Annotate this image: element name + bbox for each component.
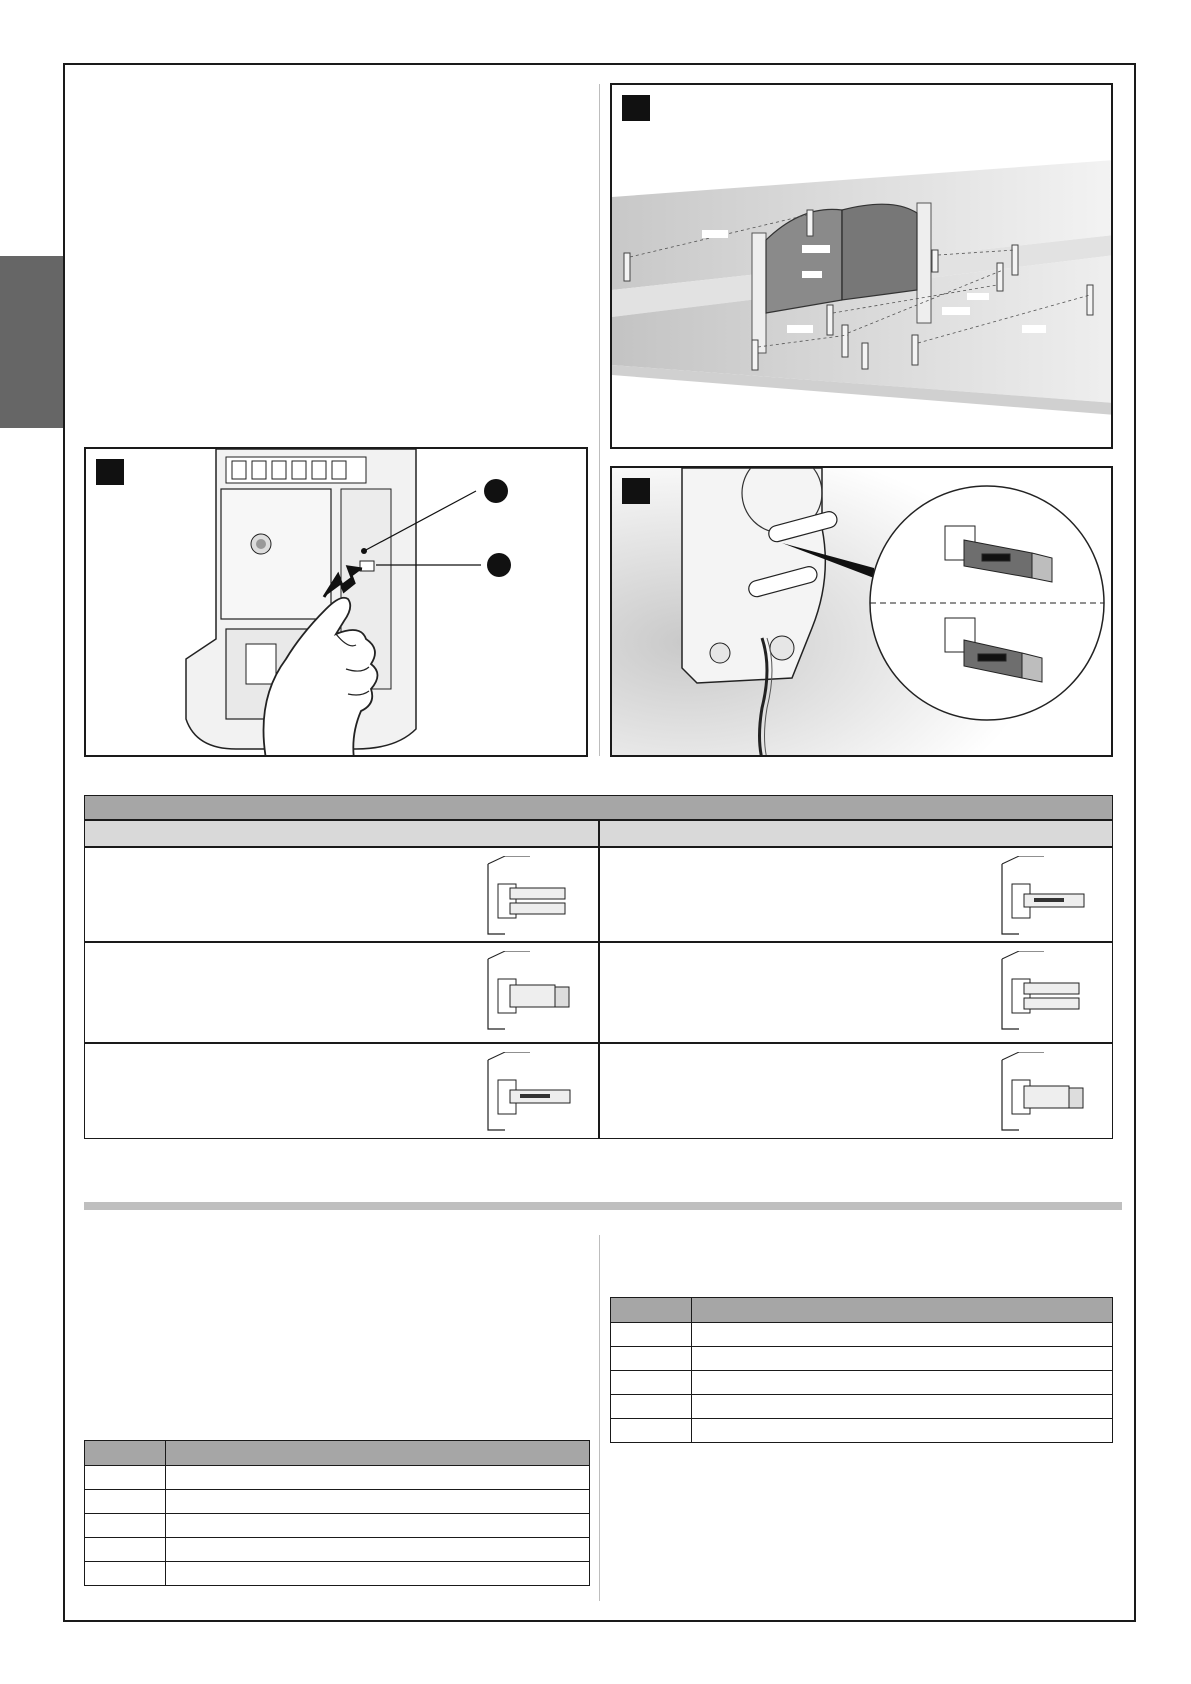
table-cell [85, 1514, 166, 1538]
swing-gate-photocell-layout-illustration [612, 85, 1113, 449]
figure-number-badge [96, 459, 124, 485]
table-cell [85, 1466, 166, 1490]
table-cell [692, 1347, 1113, 1371]
jumper-position-icon [984, 1052, 1104, 1132]
table-cell [692, 1323, 1113, 1347]
table-row [611, 1347, 1113, 1371]
table-cell [166, 1538, 590, 1562]
table-row [611, 1323, 1113, 1347]
table-cell [611, 1298, 692, 1323]
table-row [85, 1562, 590, 1586]
figure-control-unit [84, 447, 588, 757]
table-cell [611, 1395, 692, 1419]
table-cell [692, 1419, 1113, 1443]
table-cell [166, 1562, 590, 1586]
jumper-position-icon [984, 856, 1104, 936]
table-cell [166, 1514, 590, 1538]
table-cell [692, 1298, 1113, 1323]
table-header-row [611, 1298, 1113, 1323]
table-cell [166, 1490, 590, 1514]
jumper-position-icon [470, 951, 590, 1031]
jumper-table-cell [84, 1043, 599, 1139]
section-tab [0, 256, 63, 428]
right-table [610, 1297, 1113, 1443]
hand-pressing-button-illustration [86, 449, 588, 757]
jumper-position-icon [470, 856, 590, 936]
jumper-table-subheader-left [84, 820, 599, 847]
section-rule [84, 1202, 1122, 1210]
table-cell [166, 1441, 590, 1466]
table-row [85, 1538, 590, 1562]
table-row [611, 1419, 1113, 1443]
left-table [84, 1440, 590, 1586]
figure-jumper-detail [610, 466, 1113, 757]
table-cell [611, 1419, 692, 1443]
jumper-position-icon [470, 1052, 590, 1132]
jumper-connector-detail-illustration [612, 468, 1113, 757]
table-row [85, 1466, 590, 1490]
table-cell [692, 1395, 1113, 1419]
table-cell [692, 1371, 1113, 1395]
table-cell [611, 1323, 692, 1347]
jumper-table-cell [84, 942, 599, 1043]
jumper-table-subheader-right [599, 820, 1113, 847]
table-row [85, 1490, 590, 1514]
table-cell [611, 1347, 692, 1371]
table-cell [85, 1441, 166, 1466]
jumper-table-cell [599, 942, 1113, 1043]
jumper-table-cell [599, 1043, 1113, 1139]
figure-gate-photocells [610, 83, 1113, 449]
table-row [611, 1395, 1113, 1419]
jumper-position-icon [984, 951, 1104, 1031]
table-cell [85, 1490, 166, 1514]
jumper-table-cell [84, 847, 599, 942]
figure-number-badge [622, 478, 650, 504]
table-cell [611, 1371, 692, 1395]
table-row [611, 1371, 1113, 1395]
column-divider-bottom [599, 1235, 600, 1601]
table-cell [85, 1538, 166, 1562]
table-cell [166, 1466, 590, 1490]
column-divider-top [599, 84, 600, 756]
table-header-row [85, 1441, 590, 1466]
table-row [85, 1514, 590, 1538]
figure-number-badge [622, 95, 650, 121]
jumper-table-cell [599, 847, 1113, 942]
table-cell [85, 1562, 166, 1586]
jumper-table-header [84, 795, 1113, 820]
